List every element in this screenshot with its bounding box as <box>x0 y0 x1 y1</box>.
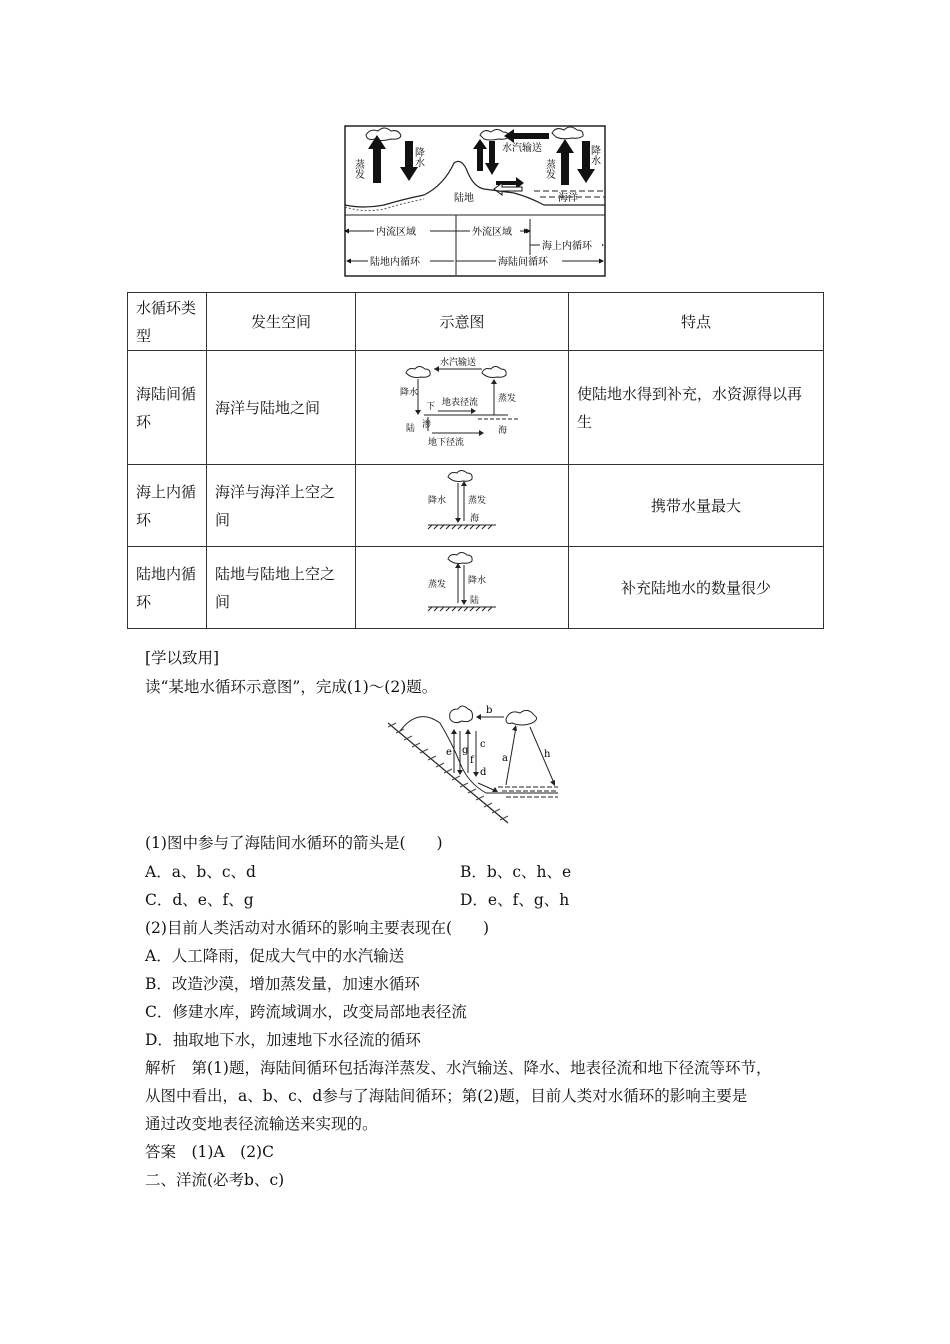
svg-text:水汽输送: 水汽输送 <box>502 143 542 154</box>
q2-option-a: A．人工降雨，促成大气中的水汽输送 <box>145 947 405 965</box>
header-feature: 特点 <box>569 293 824 351</box>
svg-text:降水: 降水 <box>400 388 419 398</box>
cycle-space: 海洋与陆地之间 <box>207 351 356 465</box>
q1-option-b: B．b、c、h、e <box>460 863 572 881</box>
q1-option-c: C．d、e、f、g <box>145 891 254 909</box>
svg-text:e: e <box>446 747 452 758</box>
q2-option-b: B．改造沙漠，增加蒸发量，加速水循环 <box>145 975 420 993</box>
cycle-feature: 使陆地水得到补充，水资源得以再生 <box>569 351 824 465</box>
svg-text:降水: 降水 <box>428 496 447 506</box>
water-cycle-table <box>127 292 824 629</box>
svg-text:陆: 陆 <box>470 596 480 606</box>
cloud-icon <box>448 553 472 564</box>
svg-text:b: b <box>486 705 493 716</box>
section-tag: [学以致用] <box>145 649 220 667</box>
question-water-cycle-diagram <box>388 703 573 829</box>
svg-text:内流区域: 内流区域 <box>376 227 416 238</box>
water-cycle-overview-diagram <box>344 125 606 277</box>
svg-text:降水: 降水 <box>412 147 424 167</box>
svg-text:陆: 陆 <box>406 424 416 434</box>
cloud-icon <box>406 367 430 378</box>
svg-text:水汽输送: 水汽输送 <box>440 358 477 368</box>
answer-line: 答案 (1)A (2)C <box>145 1143 274 1161</box>
svg-text:蒸发: 蒸发 <box>498 394 517 404</box>
svg-text:海洋: 海洋 <box>558 193 578 204</box>
svg-text:地下径流: 地下径流 <box>428 438 465 448</box>
header-space: 发生空间 <box>207 293 356 351</box>
table-header-row <box>128 293 824 351</box>
svg-text:下: 下 <box>426 402 436 412</box>
svg-text:d: d <box>480 767 487 778</box>
svg-text:降水: 降水 <box>468 576 487 586</box>
svg-text:海: 海 <box>498 426 508 436</box>
ocean-cycle-diagram <box>422 465 502 537</box>
q1-stem: (1)图中参与了海陆间水循环的箭头是( ) <box>145 834 443 852</box>
cycle-space: 陆地与陆地上空之间 <box>207 547 356 629</box>
header-diagram: 示意图 <box>356 293 569 351</box>
header-type: 水循环类型 <box>128 293 207 351</box>
q2-stem: (2)目前人类活动对水循环的影响主要表现在( ) <box>145 919 490 937</box>
svg-text:海陆间循环: 海陆间循环 <box>498 257 548 268</box>
svg-text:海: 海 <box>470 514 480 524</box>
svg-text:a: a <box>502 753 508 764</box>
cycle-type: 海陆间循环 <box>128 351 207 465</box>
next-section-heading: 二、洋流(必考b、c) <box>145 1171 285 1189</box>
svg-text:海上内循环: 海上内循环 <box>542 241 592 252</box>
question-intro: 读“某地水循环示意图”，完成(1)～(2)题。 <box>145 678 438 696</box>
cloud-icon <box>482 367 506 378</box>
svg-text:渗: 渗 <box>422 420 432 430</box>
cloud-icon <box>448 471 472 482</box>
svg-text:蒸发: 蒸发 <box>543 159 555 179</box>
table-row <box>128 465 824 547</box>
sea-land-cycle-diagram <box>398 355 526 451</box>
svg-text:蒸发: 蒸发 <box>428 580 447 590</box>
cycle-feature: 补充陆地水的数量很少 <box>569 547 824 629</box>
svg-text:h: h <box>544 749 551 760</box>
svg-text:蒸发: 蒸发 <box>468 496 487 506</box>
ocean-cloud-icon <box>506 710 537 725</box>
q2-option-c: C．修建水库，跨流域调水，改变局部地表径流 <box>145 1003 467 1021</box>
table-row <box>128 547 824 629</box>
analysis-line: 通过改变地表径流输送来实现的。 <box>145 1115 378 1133</box>
svg-text:外流区域: 外流区域 <box>472 227 512 238</box>
svg-text:降水: 降水 <box>588 145 600 165</box>
svg-text:f: f <box>470 755 474 766</box>
q2-option-d: D．抽取地下水，加速地下水径流的循环 <box>145 1031 421 1049</box>
svg-text:地表径流: 地表径流 <box>442 398 479 408</box>
analysis-line: 从图中看出，a、b、c、d参与了海陆间循环；第(2)题，目前人类对水循环的影响主要是 <box>145 1087 748 1105</box>
cycle-type: 陆地内循环 <box>128 547 207 629</box>
table-row <box>128 351 824 465</box>
svg-text:陆地内循环: 陆地内循环 <box>370 257 420 268</box>
cycle-feature: 携带水量最大 <box>569 465 824 547</box>
cycle-space: 海洋与海洋上空之间 <box>207 465 356 547</box>
land-cycle-diagram <box>422 547 502 619</box>
svg-text:陆地: 陆地 <box>454 193 474 204</box>
cycle-type: 海上内循环 <box>128 465 207 547</box>
svg-text:g: g <box>462 745 469 756</box>
q1-option-a: A．a、b、c、d <box>145 863 256 881</box>
q1-option-d: D．e、f、g、h <box>460 891 570 909</box>
analysis-line: 解析 第(1)题，海陆间循环包括海洋蒸发、水汽输送、降水、地表径流和地下径流等环节， <box>145 1059 772 1077</box>
svg-text:c: c <box>480 739 486 750</box>
svg-text:蒸发: 蒸发 <box>352 159 364 179</box>
mountain-cloud-icon <box>450 706 473 723</box>
